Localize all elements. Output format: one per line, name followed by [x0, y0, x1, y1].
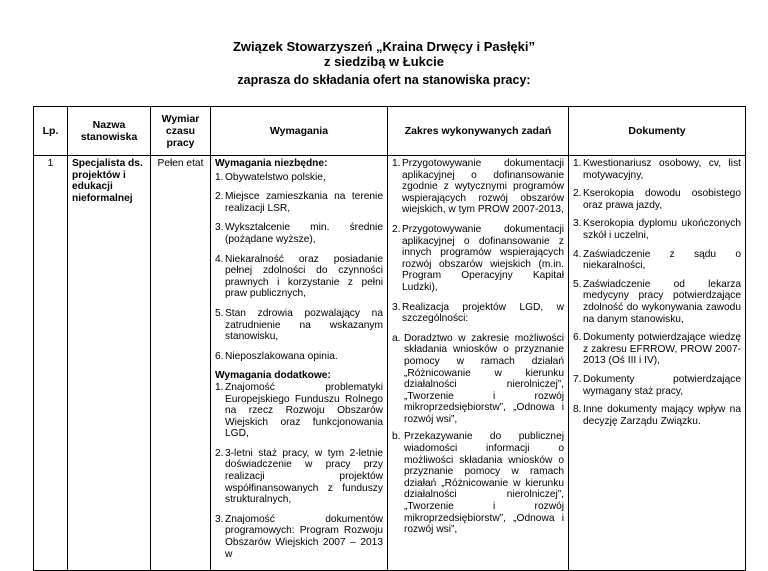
- list-item-text: Niekaralność oraz posiadanie pełnej zdolności do czynności prawnych i korzystanie z pełni praw publicznych,: [225, 253, 383, 300]
- list-item-text: Dokumenty potwierdzające wymagany staż pracy,: [583, 373, 741, 397]
- list-item-number: 6.: [215, 350, 224, 362]
- list-item-text: Realizacja projektów LGD, w szczególności:: [402, 301, 564, 325]
- list-item: [392, 333, 564, 426]
- list-item-text: Przekazywanie do publicznej wiadomości informacji o możliwości składania wniosków o przyznanie pomocy w ramach działań „Różnicowanie w kierunku działalności nierolniczej”, „Tworzenie i rozwój mikroprzedsiębiorstw”, „Odnowa i rozwój wsi”,: [404, 431, 564, 536]
- cell-position: Specjalista ds. projektów i edukacji nieformalnej: [68, 156, 151, 571]
- col-header-position: Nazwa stanowiska: [68, 107, 151, 156]
- list-item-number: 4.: [573, 248, 582, 260]
- list-item-number: 1.: [392, 158, 401, 169]
- list-item-text: Kwestionariusz osobowy, cv, list motywacyjny,: [583, 158, 741, 181]
- list-item: [215, 514, 383, 560]
- list-item: [573, 279, 741, 325]
- list-item-text: Wykształcenie min. średnie (pożądane wyższe),: [225, 222, 383, 245]
- list-item: [392, 302, 564, 325]
- list-item-number: 6.: [573, 332, 582, 344]
- header-title: Związek Stowarzyszeń „Kraina Drwęcy i Pasłęki”: [232, 39, 536, 54]
- list-item-text: 3-letni staż pracy, w tym 2-letnie doświadczenie w pracy przy realizacji projektów współfinansowanych z funduszy strukturalnych,: [225, 447, 383, 506]
- list-item-number: 2.: [573, 188, 582, 200]
- col-header-requirements: Wymagania: [211, 107, 388, 156]
- additional-list: [215, 382, 383, 560]
- cell-lp: 1: [34, 156, 68, 571]
- list-item: [573, 218, 741, 241]
- subtasks-list: [392, 333, 564, 536]
- list-item-text: Obywatelstwo polskie,: [225, 171, 326, 183]
- list-item-number: 3.: [215, 222, 224, 234]
- list-item: [392, 158, 564, 216]
- col-header-time: Wymiar czasu pracy: [151, 107, 211, 156]
- list-item-number: 3.: [392, 301, 401, 313]
- list-item-number: 4.: [215, 253, 224, 265]
- list-item-number: 5.: [573, 278, 582, 290]
- list-item: [392, 431, 564, 535]
- list-item-number: 1.: [215, 381, 224, 393]
- list-item-text: Kserokopia dowodu osobistego oraz prawa jazdy,: [583, 188, 741, 211]
- list-item-number: b.: [392, 431, 401, 443]
- list-item-text: Zaświadczenie od lekarza medycyny pracy potwierdzające zdolność do wykonywania zawodu na danym stanowisku,: [583, 278, 741, 325]
- list-item-number: 1.: [573, 158, 582, 169]
- header-invitation: zaprasza do składania ofert na stanowiska pracy:: [237, 73, 531, 87]
- list-item: [215, 448, 383, 506]
- list-item-text: Stan zdrowia pozwalający na zatrudnienie na wskazanym stanowisku,: [225, 307, 383, 343]
- documents-list: [573, 158, 741, 427]
- list-item-text: Znajomość problematyki Europejskiego Funduszu Rolnego na rzecz Rozwoju Obszarów Wiejskich oraz funkcjonowania LGD,: [225, 381, 383, 440]
- table-row: [34, 156, 746, 571]
- cell-requirements: [211, 156, 388, 571]
- list-item-number: 7.: [573, 373, 582, 385]
- list-item-text: Zaświadczenie z sądu o niekaralności,: [583, 248, 741, 272]
- list-item: [215, 308, 383, 343]
- list-item: [215, 222, 383, 245]
- list-item-text: Kserokopia dyplomu ukończonych szkół i uczelni,: [583, 218, 741, 241]
- header-seat: z siedzibą w Łukcie: [324, 54, 444, 69]
- tasks-list: [392, 158, 564, 325]
- list-item-text: Miejsce zamieszkania na terenie realizacji LSR,: [225, 191, 383, 214]
- list-item: [573, 158, 741, 181]
- list-item: [215, 254, 383, 300]
- job-offer-table: [33, 106, 746, 571]
- list-item-text: Inne dokumenty mający wpływ na decyzję Zarządu Związku.: [583, 404, 741, 427]
- list-item: [573, 404, 741, 427]
- cell-documents: [569, 156, 746, 571]
- list-item-number: 2.: [392, 223, 401, 235]
- list-item-text: Nieposzlakowana opinia.: [225, 350, 338, 362]
- list-item-number: a.: [392, 332, 401, 344]
- list-item-text: Dokumenty potwierdzające wiedzę z zakresu EFRROW, PROW 2007-2013 (Oś III i IV),: [583, 332, 741, 367]
- list-item: [215, 382, 383, 440]
- list-item: [215, 191, 383, 214]
- list-item: [392, 224, 564, 294]
- list-item-number: 5.: [215, 307, 224, 319]
- col-header-documents: Dokumenty: [569, 107, 746, 156]
- list-item-text: Znajomość dokumentów programowych: Program Rozwoju Obszarów Wiejskich 2007 – 2013 w: [225, 513, 383, 560]
- list-item: [573, 188, 741, 211]
- required-label: Wymagania niezbędne:: [215, 158, 328, 169]
- list-item-number: 8.: [573, 404, 582, 416]
- list-item-number: 2.: [215, 447, 224, 459]
- col-header-tasks: Zakres wykonywanych zadań: [388, 107, 569, 156]
- list-item: [573, 249, 741, 272]
- list-item: [573, 374, 741, 397]
- table-header-row: [34, 107, 746, 156]
- cell-tasks: [388, 156, 569, 571]
- list-item-number: 1.: [215, 171, 224, 183]
- cell-time: Pełen etat: [151, 156, 211, 571]
- additional-label: Wymagania dodatkowe:: [215, 370, 331, 382]
- list-item-number: 2.: [215, 191, 224, 203]
- list-item-text: Przygotowywanie dokumentacji aplikacyjnej o dofinansowanie z innych programów wspierających rozwój obszarów wiejskich (m.in. Program Operacyjny Kapitał Ludzki),: [402, 223, 564, 293]
- list-item-number: 3.: [573, 218, 582, 230]
- list-item: [215, 172, 383, 184]
- col-header-lp: Lp.: [34, 107, 68, 156]
- list-item-text: Przygotowywanie dokumentacji aplikacyjnej o dofinansowanie zgodnie z wytycznymi programów wspierających rozwój obszarów wiejskich, w tym PROW 2007-2013,: [402, 158, 564, 216]
- list-item-text: Doradztwo w zakresie możliwości składania wniosków o przyznanie pomocy w ramach działań „Różnicowanie w kierunku działalności nierolniczej”, „Tworzenie i rozwój mikroprzedsiębiorstw”, „Odnowa i rozwój wsi”,: [404, 332, 564, 425]
- list-item-number: 3.: [215, 513, 224, 525]
- list-item: [573, 332, 741, 367]
- required-list: [215, 172, 383, 363]
- list-item: [215, 351, 383, 363]
